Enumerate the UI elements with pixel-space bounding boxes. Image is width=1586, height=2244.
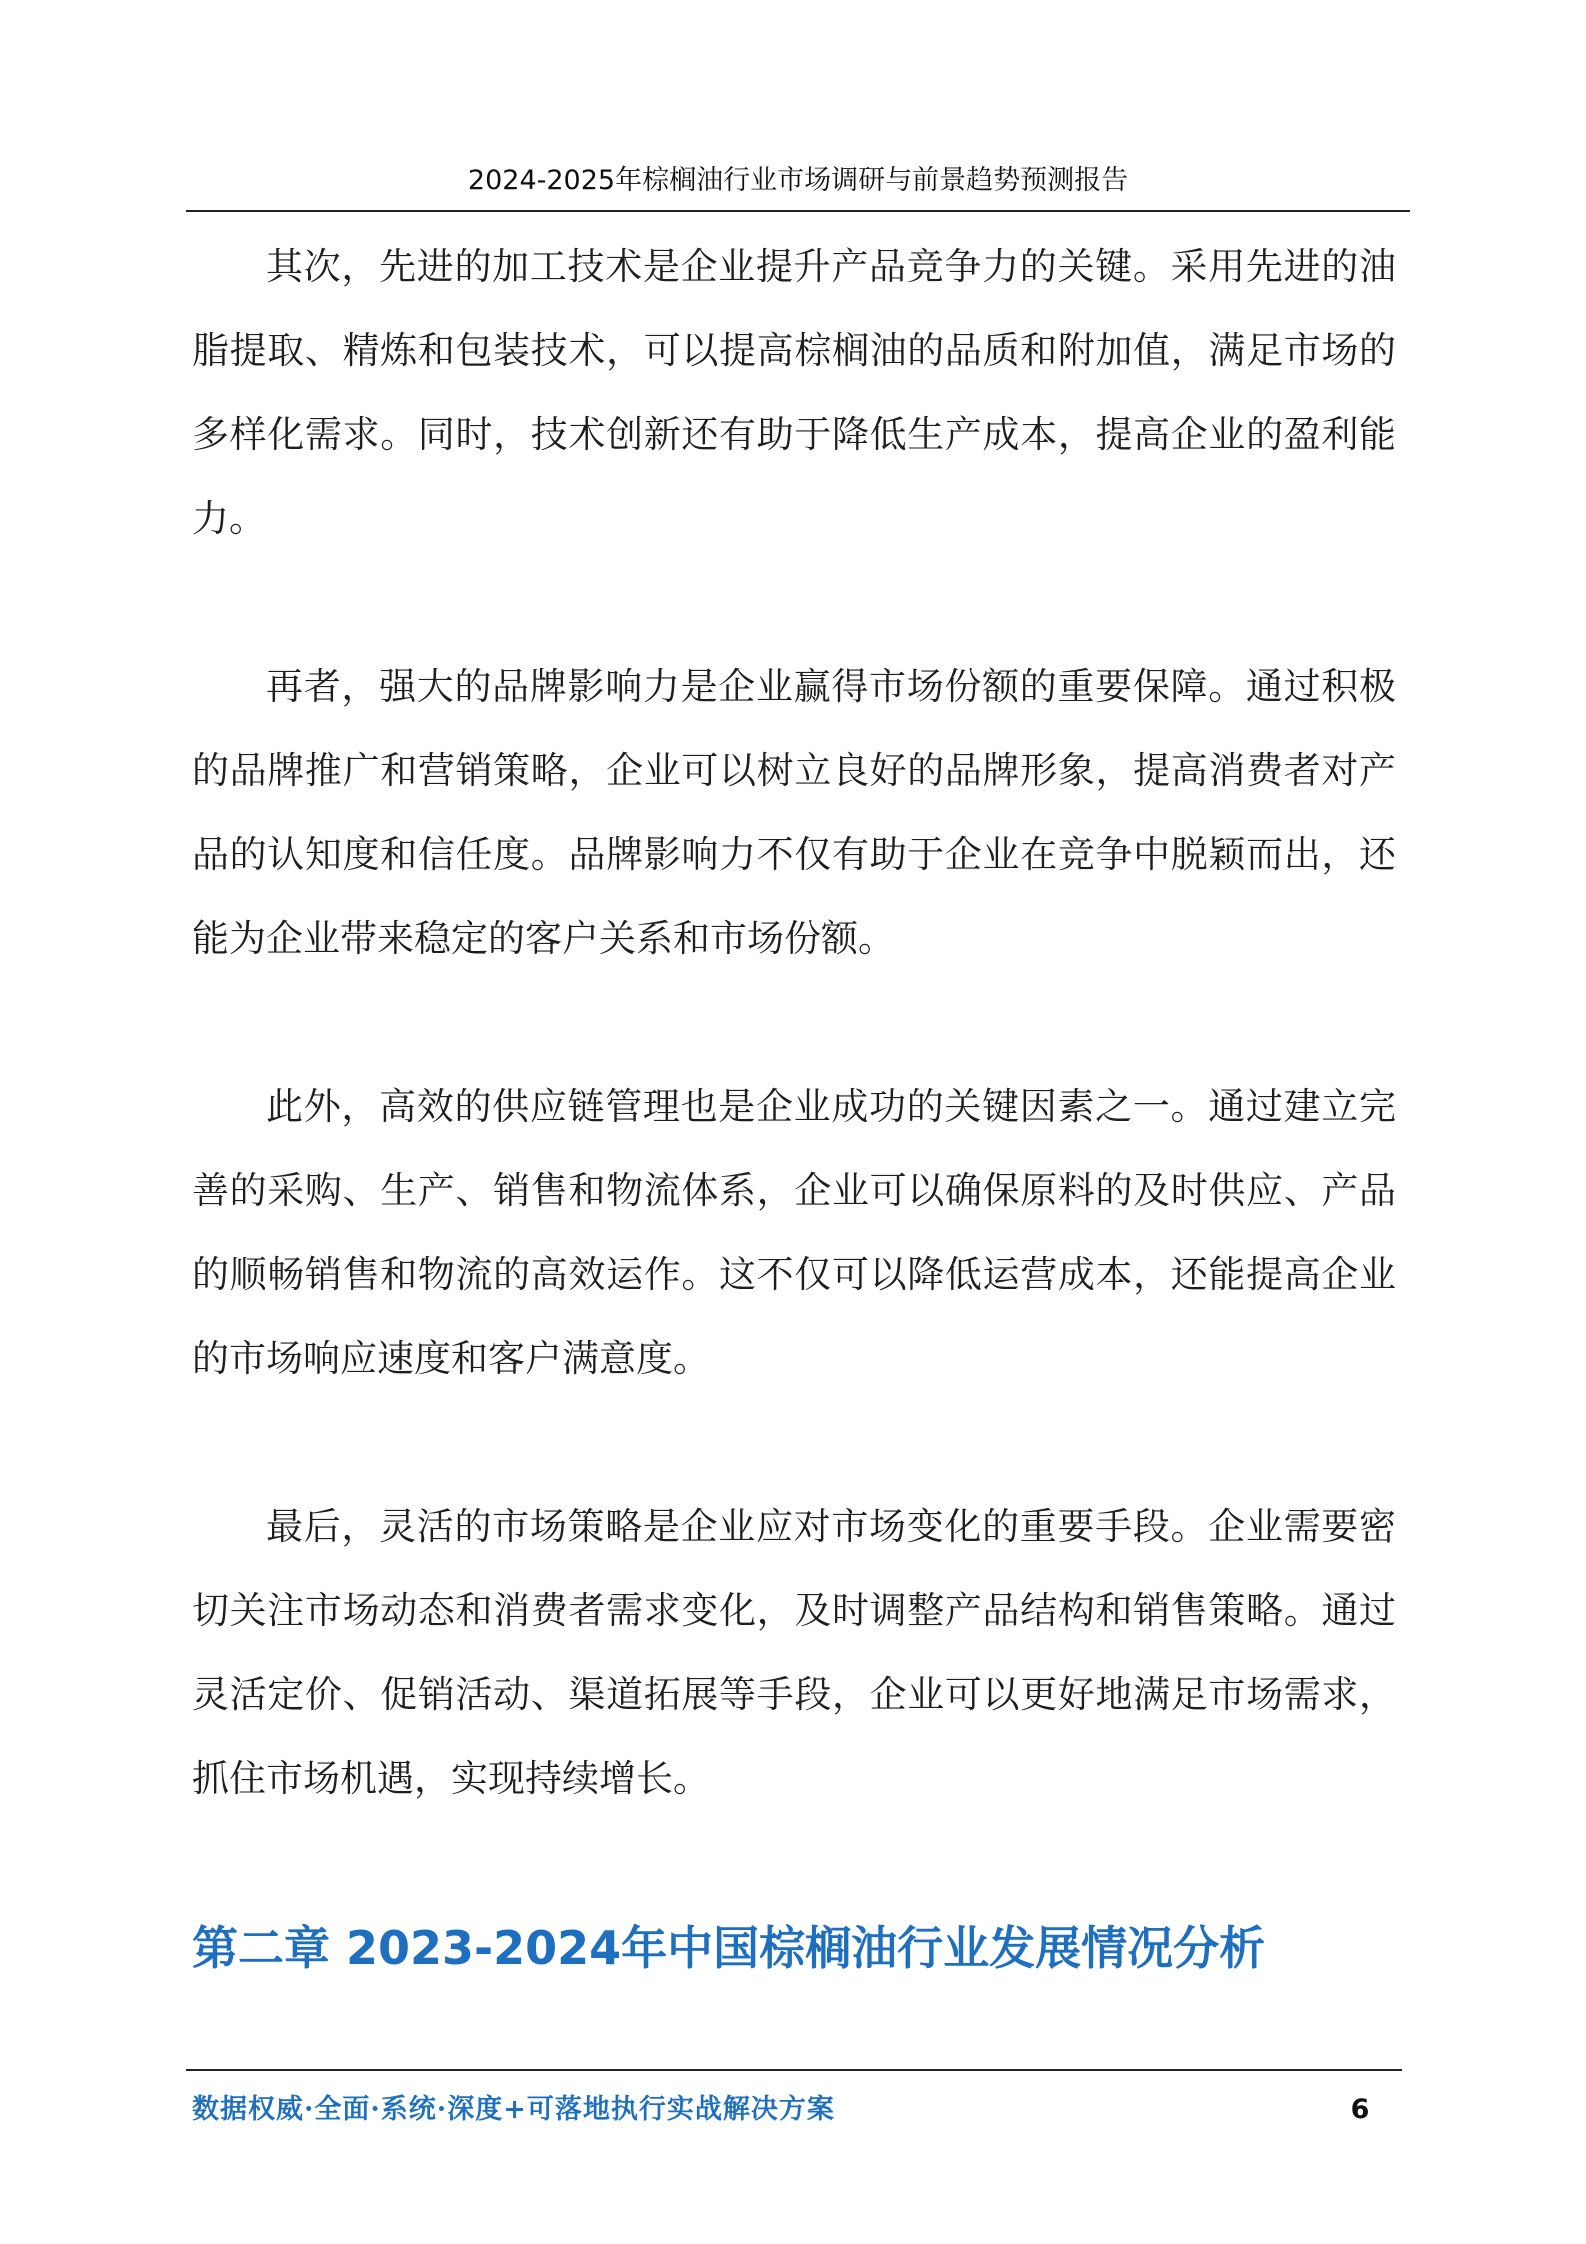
page-header-title: 2024-2025年棕榈油行业市场调研与前景趋势预测报告 (467, 165, 1129, 196)
page-number: 6 (1350, 2094, 1370, 2125)
footer-slogan: 数据权威·全面·系统·深度+可落地执行实战解决方案 (192, 2094, 835, 2125)
footer-divider (186, 2069, 1402, 2071)
paragraph-brand: 再者，强大的品牌影响力是企业赢得市场份额的重要保障。通过积极的品牌推广和营销策略，企业可以树立良好的品牌形象，提高消费者对产品的认知度和信任度。品牌影响力不仅有助于企业在竞争中脱颖而出，还能为企业带来稳定的客户关系和市场份额。 (192, 665, 1396, 960)
paragraph-supply-chain: 此外，高效的供应链管理也是企业成功的关键因素之一。通过建立完善的采购、生产、销售和物流体系，企业可以确保原料的及时供应、产品的顺畅销售和物流的高效运作。这不仅可以降低运营成本，还能提高企业的市场响应速度和客户满意度。 (192, 1085, 1396, 1380)
body-text (192, 225, 1396, 1821)
chapter-heading: 第二章 2023-2024年中国棕榈油行业发展情况分析 (192, 1921, 1266, 1975)
paragraph-market-strategy: 最后，灵活的市场策略是企业应对市场变化的重要手段。企业需要密切关注市场动态和消费者需求变化，及时调整产品结构和销售策略。通过灵活定价、促销活动、渠道拓展等手段，企业可以更好地满足市场需求，抓住市场机遇，实现持续增长。 (192, 1505, 1396, 1800)
header-divider (186, 210, 1410, 212)
paragraph-technology: 其次，先进的加工技术是企业提升产品竞争力的关键。采用先进的油脂提取、精炼和包装技术，可以提高棕榈油的品质和附加值，满足市场的多样化需求。同时，技术创新还有助于降低生产成本，提高企业的盈利能力。 (192, 245, 1396, 540)
